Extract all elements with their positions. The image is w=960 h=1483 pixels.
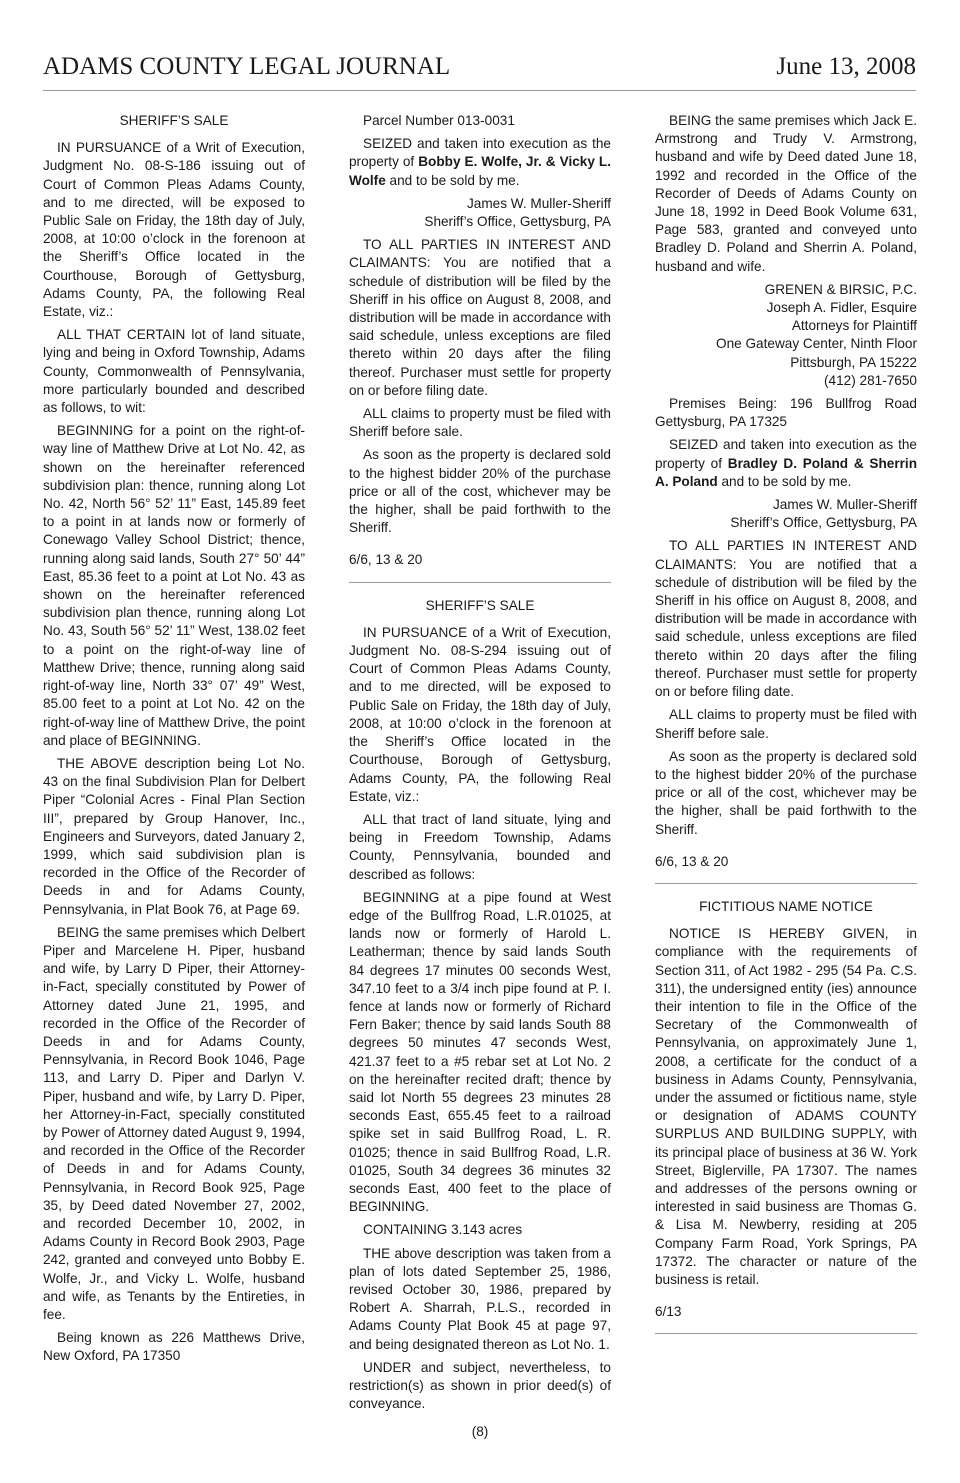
law-firm: GRENEN & BIRSIC, P.C. (764, 281, 917, 297)
seized-text: SEIZED and taken into execution as the property of (349, 136, 611, 170)
sheriffs-sale-heading-2: SHERIFF’S SALE (425, 597, 535, 613)
tract-paragraph: ALL that tract of land situate, lying and being in Freedom Township, Adams County, Pennsylvania, bounded and described as follows: (349, 811, 611, 882)
premises-paragraph: BEING the same premises which Delbert Piper and Marcelene H. Piper, husband and wife, by Larry D Piper, their Attorney-in-Fact, specially constituted by Power of Attorney dated June 21, 1995, and recorded in the Office of the Recorder of Deeds in and for Adams County, Pennsylvania, in Record Book 1046, Page 113, and Larry D. Piper and Darlyn V. Piper, husband and wife, by Larry D. Piper, her Attorney-in-Fact, specially constituted by Power of Attorney dated August 9, 1994, and recorded in the Office of the Recorder of Deeds in and for Adams County, Pennsylvania, in Record Book 925, Page 35, by Deed dated November 27, 2002, and recorded December 10, 2002, in Adams County in Record Book 2903, Page 242, granted and conveyed unto Bobby E. Wolfe, Jr., and Vicky L. Wolfe, husband and wife, as Tenants by the Entireties, in fee. (43, 924, 305, 1322)
writ-paragraph: IN PURSUANCE of a Writ of Execution, Judgment No. 08-S-186 issuing out of Court of Common Pleas Adams County, and to me directed, will be exposed to Public Sale on Friday, the 18th day of July, 2008, at 10:00 o’clock in the forenoon at the Sheriff’s Office located in the Courthouse, Borough of Gettysburg, Adams County, PA, the following Real Estate, viz.: (43, 140, 305, 320)
seized-text-end: and to be sold by me. (385, 172, 520, 188)
bid-paragraph: As soon as the property is declared sold to the highest bidder 20% of the purchase price or all of the cost, whichever may be the higher, shall be paid forthwith to the Sheriff. (349, 447, 611, 536)
seized-text-end: and to be sold by me. (717, 473, 852, 489)
attorney-phone: (412) 281-7650 (824, 372, 917, 388)
beginning-paragraph: BEGINNING for a point on the right-of-way line of Matthew Drive at Lot No. 42, as shown on the hereinafter referenced subdivision plan: thence, running along Lot No. 42, North 56° 52’ 11” East, 145.89 feet to a point in at lands now or formerly of Conewago Valley School District; thence, running along said lands, South 27° 50’ 44” East, 85.36 feet to a point at Lot No. 43 as shown on the hereinafter referenced subdivision plan thence, running along Lot No. 43, South 56° 52’ 11” West, 138.02 feet to a point on the right-of-way line of Matthew Drive; thence, running along said right-of-way line, North 33° 07’ 49” West, 85.00 feet to a point at Lot No. 42 on the right-of-way line of Matthew Drive, the point and place of BEGINNING. (43, 423, 305, 748)
divider (655, 1333, 917, 1334)
premises-paragraph-2: BEING the same premises which Jack E. Armstrong and Trudy V. Armstrong, husband and wife by Deed dated June 18, 1992 and recorded in the Office of the Recorder of Deeds of Adams County on June 18, 1992 in Deed Book Volume 631, Page 583, granted and conveyed unto Bradley D. Poland and Sherrin A. Poland, husband and wife. (655, 113, 917, 274)
defendant-names: Bobby E. Wolfe, Jr. & Vicky L. Wolfe (349, 154, 612, 188)
issue-date: June 13, 2008 (776, 53, 916, 80)
fictitious-name-paragraph: NOTICE IS HEREBY GIVEN, in compliance with the requirements of Section 311, of Act 1982 - 295 (54 Pa. C.S. 311), the undersigned entity (ies) announce their intention to file in the Office of the Secretary of the Commonwealth of Pennsylvania, on approximately June 1, 2008, a certificate for the conduct of a business in Adams County, Pennsylvania, under the assumed or fictitious name, style or designation of ADAMS COUNTY SURPLUS AND BUILDING SUPPLY, with its principal place of business at 36 W. York Street, Biglerville, PA 17307. The names and addresses of the persons owning or interested in said business are Thomas G. & Lisa M. Newberry, residing at 205 Company Farm Road, York Springs, PA 17372. The character or nature of the business is retail. (655, 926, 917, 1287)
journal-title: ADAMS COUNTY LEGAL JOURNAL (43, 53, 451, 80)
claimants-notice: TO ALL PARTIES IN INTEREST AND CLAIMANTS: You are notified that a schedule of distribution will be filed by the Sheriff in his office on August 8, 2008, and distribution will be made in accordance with said schedule, unless exceptions are filed thereto within 20 days after the filing thereof. Purchaser must settle for property on or before filing date. (349, 237, 611, 398)
publication-dates-2: 6/6, 13 & 20 (655, 853, 729, 869)
attorney-block (655, 281, 917, 390)
seized-paragraph-2 (655, 436, 917, 491)
writ-paragraph-2: IN PURSUANCE of a Writ of Execution, Judgment No. 08-S-294 issuing out of Court of Common Pleas Adams County, and to me directed, will be exposed to Public Sale on Friday, the 18th day of July, 2008, at 10:00 o’clock in the forenoon at the Sheriff’s Office located in the Courthouse, Borough of Gettysburg, Adams County, PA, the following Real Estate, viz.: (349, 624, 611, 804)
sheriff-name: James W. Muller-Sheriff (466, 195, 611, 211)
attorney-name: Joseph A. Fidler, Esquire (766, 300, 917, 316)
masthead (43, 52, 916, 91)
column-3 (655, 112, 917, 1348)
acreage: CONTAINING 3.143 acres (363, 1222, 523, 1238)
claims-paragraph-2: ALL claims to property must be filed with Sheriff before sale. (655, 707, 917, 741)
publication-dates-3: 6/13 (655, 1304, 682, 1320)
bid-paragraph-2: As soon as the property is declared sold to the highest bidder 20% of the purchase price or all of the cost, whichever may be the higher, shall be paid forthwith to the Sheriff. (655, 748, 917, 837)
beginning-paragraph-2: BEGINNING at a pipe found at West edge of the Bullfrog Road, L.R.01025, at lands now or formerly of Harold L. Leatherman; thence by said lands South 84 degrees 17 minutes 00 seconds West, 347.10 feet to a 3/4 inch pipe found at P. I. fence at lands now or formerly of Richard Fern Baker; thence by said lands South 88 degrees 50 minutes 47 seconds West, 421.37 feet to a #5 rebar set at Lot No. 2 on the hereinafter recited draft; thence by said lot North 55 degrees 23 minutes 28 seconds East, 655.45 feet to a railroad spike set in said Bullfrog Road, L. R. 01025; thence in said Bullfrog Road, L.R. 01025, South 34 degrees 36 minutes 32 seconds East, 400 feet to the place of BEGINNING. (349, 889, 611, 1215)
column-1 (43, 112, 305, 1371)
fictitious-name-heading: FICTITIOUS NAME NOTICE (699, 898, 873, 914)
sheriff-name: James W. Muller-Sheriff (772, 497, 917, 513)
premises-address: Premises Being: 196 Bullfrog Road Gettysburg, PA 17325 (655, 396, 917, 430)
seized-paragraph (349, 135, 611, 190)
divider (655, 883, 917, 884)
page-number: (8) (471, 1424, 489, 1439)
sheriffs-sale-heading: SHERIFF’S SALE (119, 113, 229, 128)
attorney-role: Attorneys for Plaintiff (791, 318, 917, 334)
sheriff-office: Sheriff’s Office, Gettysburg, PA (424, 214, 611, 230)
attorney-city: Pittsburgh, PA 15222 (790, 354, 917, 370)
land-paragraph: ALL THAT CERTAIN lot of land situate, lying and being in Oxford Township, Adams County, Commonwealth of Pennsylvania, more particularly bounded and described as follows, to wit: (43, 327, 305, 416)
parcel-number: Parcel Number 013-0031 (363, 113, 515, 128)
sheriff-signature (349, 195, 611, 231)
divider (349, 582, 611, 583)
restriction-paragraph: UNDER and subject, nevertheless, to restriction(s) as shown in prior deed(s) of conveyance. (349, 1359, 611, 1412)
sheriff-office: Sheriff’s Office, Gettysburg, PA (730, 515, 917, 531)
plan-paragraph: THE above description was taken from a plan of lots dated September 25, 1986, revised October 30, 1986, prepared by Robert A. Sharrah, P.L.S., recorded in Adams County Plat Book 45 at page 97, and being designated thereon as Lot No. 1. (349, 1245, 611, 1352)
defendant-names: Bradley D. Poland & Sherrin A. Poland (655, 455, 918, 489)
column-2 (349, 112, 611, 1418)
attorney-address: One Gateway Center, Ninth Floor (716, 336, 917, 352)
claims-paragraph: ALL claims to property must be filed with Sheriff before sale. (349, 406, 611, 440)
description-paragraph: THE ABOVE description being Lot No. 43 on the final Subdivision Plan for Delbert Piper “Colonial Acres - Final Plan Section III”, prepared by Group Hanover, Inc., Engineers and Surveyors, dated January 2, 1999, which said subdivision plan is recorded in the Office of the Recorder of Deeds in and for Adams County, Pennsylvania, in Plat Book 76, at Page 69. (43, 755, 305, 917)
publication-dates: 6/6, 13 & 20 (349, 552, 423, 568)
seized-text: SEIZED and taken into execution as the property of (655, 437, 917, 471)
address-paragraph: Being known as 226 Matthews Drive, New Oxford, PA 17350 (43, 1330, 305, 1364)
sheriff-signature-2 (655, 496, 917, 532)
claimants-notice-2: TO ALL PARTIES IN INTEREST AND CLAIMANTS: You are notified that a schedule of distribution will be filed by the Sheriff in his office on August 8, 2008, and distribution will be made in accordance with said schedule, unless exceptions are filed thereto within 20 days after the filing thereof. Purchaser must settle for property on or before filing date. (655, 538, 917, 700)
